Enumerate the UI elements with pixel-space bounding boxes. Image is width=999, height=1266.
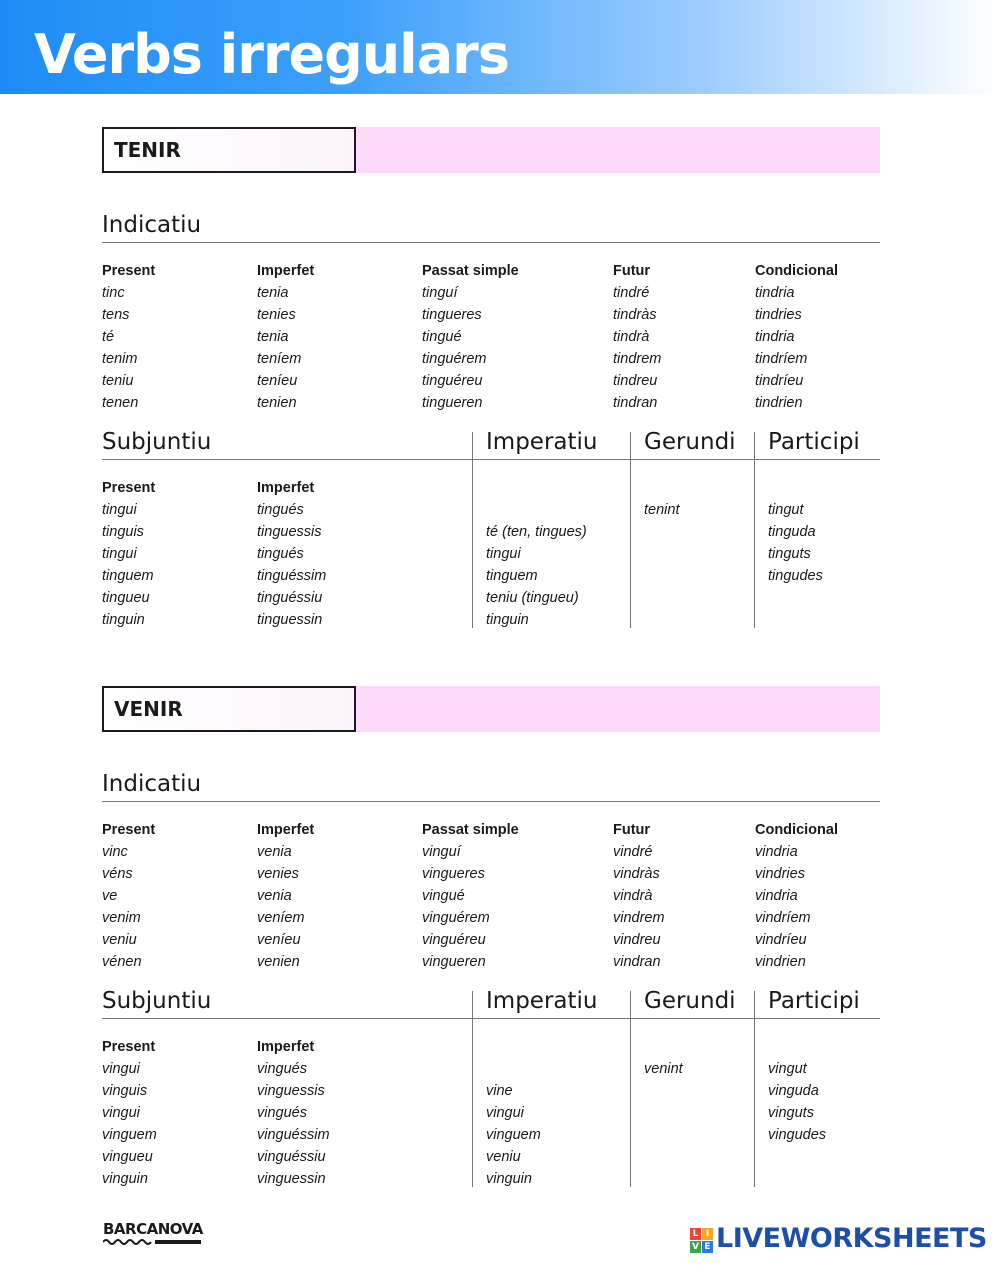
verb-form: tingué [422,329,462,345]
verb-form: tindria [755,285,795,301]
column-divider [472,432,473,628]
verb-form: vinguéreu [422,932,486,948]
verb-form: tingueu [102,590,150,606]
verb-form: venies [257,866,299,882]
column-divider [754,991,755,1187]
verb-form: tingui [102,502,137,518]
indicatiu-column [422,260,519,414]
verb-form: vinguts [768,1105,814,1121]
participi-column [768,499,823,587]
verb-form: vénen [102,954,142,970]
indicatiu-column [613,260,661,414]
verb-form: vingueres [422,866,485,882]
subjuntiu-column [257,1036,330,1190]
indicatiu-column [755,260,838,414]
imperatiu-heading: Imperatiu [486,429,598,455]
verb-form: té (ten, tingues) [486,524,587,540]
verb-form: tenen [102,395,139,411]
verb-form: venia [257,888,292,904]
verb-form: tenies [257,307,296,323]
verb-form: vingui [102,1105,140,1121]
participi-column [768,1058,826,1146]
verb-form: vindríem [755,910,811,926]
subjuntiu-heading: Subjuntiu [102,988,212,1014]
tense-header: Futur [613,822,651,838]
verb-form: vinguin [486,1171,532,1187]
verb-form: tingueren [422,395,483,411]
verb-form: véns [102,866,133,882]
verb-form: venim [102,910,141,926]
verb-form: vingués [257,1105,307,1121]
verb-form: tindria [755,329,795,345]
indicatiu-column [257,819,314,973]
column-divider [754,432,755,628]
verb-form: tingudes [768,568,823,584]
verb-form [486,499,587,521]
gerundi-column [644,1058,683,1080]
verb-form: venia [257,844,292,860]
verb-form: teníem [257,351,302,367]
tense-header: Present [102,1039,156,1055]
verb-form: tindreu [613,373,658,389]
verb-form: tindríem [755,351,808,367]
tense-header: Passat simple [422,263,519,279]
indicatiu-heading: Indicatiu [102,212,202,238]
tense-header: Futur [613,263,651,279]
verb-form: tindré [613,285,650,301]
publisher-logo-wave [103,1238,201,1246]
tense-header: Condicional [755,263,838,279]
verb-form: vingueu [102,1149,153,1165]
verb-form: tinguin [486,612,529,628]
indicatiu-rule [102,801,880,802]
gerundi-column [644,499,679,521]
verb-form: tinguérem [422,351,487,367]
verb-form: vinguessin [257,1171,326,1187]
tense-header: Imperfet [257,1039,315,1055]
indicatiu-column [257,260,314,414]
tense-header: Passat simple [422,822,519,838]
verb-name: VENIR [102,686,356,732]
verb-form: vinguin [102,1171,148,1187]
verb-form: tindríeu [755,373,804,389]
verb-form: vingué [422,888,465,904]
verb-form: tinguessis [257,524,322,540]
verb-form: vindria [755,888,798,904]
imperatiu-column [486,1058,541,1190]
verb-form: tingut [768,502,804,518]
tense-header: Present [102,822,156,838]
verb-form: tinguda [768,524,816,540]
liveworksheets-icon [690,1228,714,1254]
verb-form: vingués [257,1061,307,1077]
verb-form: tindran [613,395,658,411]
verb-form: teníeu [257,373,298,389]
verb-form: vinguéssim [257,1127,330,1143]
verb-form: tingués [257,502,304,518]
verb-form: tingui [486,546,521,562]
tense-header: Imperfet [257,480,315,496]
brand-square: V [690,1241,701,1253]
gerundi-heading: Gerundi [644,429,736,455]
verb-form: tingués [257,546,304,562]
verb-form: vindria [755,844,798,860]
verb-form: veniu [486,1149,521,1165]
verb-form: ve [102,888,118,904]
verb-form: vinguem [486,1127,541,1143]
column-divider [630,991,631,1187]
indicatiu-column [755,819,838,973]
verb-form: tinguem [486,568,538,584]
verb-form: venien [257,954,300,970]
verb-form: vindrà [613,888,653,904]
verb-form: tenim [102,351,138,367]
verb-form: tenia [257,285,289,301]
verb-form: tinc [102,285,125,301]
verb-form: tinguem [102,568,154,584]
subjuntiu-column [102,477,155,631]
verb-form: vinguí [422,844,461,860]
verb-form: vinguessis [257,1083,325,1099]
tense-header: Imperfet [257,263,315,279]
tense-header: Present [102,480,156,496]
verb-form: vindré [613,844,653,860]
imperatiu-heading: Imperatiu [486,988,598,1014]
verb-form: vinguis [102,1083,148,1099]
brand-square: I [702,1228,713,1240]
column-divider [630,432,631,628]
verb-form: vindreu [613,932,661,948]
verb-form: tens [102,307,130,323]
verb-form: tindrà [613,329,650,345]
verb-form: vingui [486,1105,524,1121]
verb-form: vindríeu [755,932,807,948]
publisher-logo: BARCANOVA [103,1220,203,1238]
subjuntiu-column [102,1036,157,1190]
liveworksheets-wordmark: LIVEWORKSHEETS [716,1223,987,1254]
subjuntiu-rule [102,459,880,460]
participi-heading: Participi [768,988,860,1014]
verb-form: tingueres [422,307,482,323]
subjuntiu-heading: Subjuntiu [102,429,212,455]
verb-form: tenint [644,502,680,518]
verb-form: tindries [755,307,802,323]
indicatiu-column [102,819,155,973]
verb-form: teniu [102,373,134,389]
verb-form: vingudes [768,1127,827,1143]
imperatiu-column [486,499,587,631]
verb-form: tinguis [102,524,144,540]
verb-form: vingueren [422,954,486,970]
verb-form: tenien [257,395,297,411]
indicatiu-column [613,819,665,973]
participi-heading: Participi [768,429,860,455]
verb-form: tenia [257,329,289,345]
verb-form: tinguessin [257,612,323,628]
title-banner [0,0,999,94]
verb-section-venir [102,686,880,1196]
verb-form: vingui [102,1061,140,1077]
verb-form: teniu (tingueu) [486,590,579,606]
verb-form: vinc [102,844,128,860]
verb-name: TENIR [102,127,356,173]
indicatiu-column [102,260,155,414]
verb-form: veníeu [257,932,301,948]
page-title: Verbs irregulars [34,23,509,86]
verb-form: tinguin [102,612,145,628]
verb-form: vine [486,1083,513,1099]
verb-form: vindran [613,954,661,970]
verb-form: vindràs [613,866,660,882]
tense-header: Condicional [755,822,838,838]
verb-form: vinguem [102,1127,157,1143]
subjuntiu-column [257,477,326,631]
indicatiu-heading: Indicatiu [102,771,202,797]
column-divider [472,991,473,1187]
verb-form: vindries [755,866,805,882]
verb-form: veníem [257,910,305,926]
verb-form: venint [644,1061,683,1077]
verb-form: tindrem [613,351,662,367]
verb-form: veniu [102,932,137,948]
gerundi-heading: Gerundi [644,988,736,1014]
verb-form: tindrien [755,395,803,411]
brand-square: E [702,1241,713,1253]
verb-form: vinguda [768,1083,819,1099]
verb-form: tinguéssiu [257,590,323,606]
verb-form: vinguérem [422,910,490,926]
verb-form [486,1058,541,1080]
verb-form: vindrem [613,910,665,926]
tense-header: Present [102,263,156,279]
verb-form: tindràs [613,307,657,323]
verb-form: vindrien [755,954,806,970]
verb-form: tinguéssim [257,568,327,584]
verb-form: tinguéreu [422,373,483,389]
brand-square: L [690,1228,701,1240]
verb-form: tingui [102,546,137,562]
verb-form: té [102,329,115,345]
tense-header: Imperfet [257,822,315,838]
verb-form: tinguí [422,285,458,301]
indicatiu-rule [102,242,880,243]
verb-section-tenir [102,127,880,637]
verb-form: tinguts [768,546,811,562]
verb-form: vingut [768,1061,807,1077]
subjuntiu-rule [102,1018,880,1019]
verb-form: vinguéssiu [257,1149,326,1165]
indicatiu-column [422,819,519,973]
